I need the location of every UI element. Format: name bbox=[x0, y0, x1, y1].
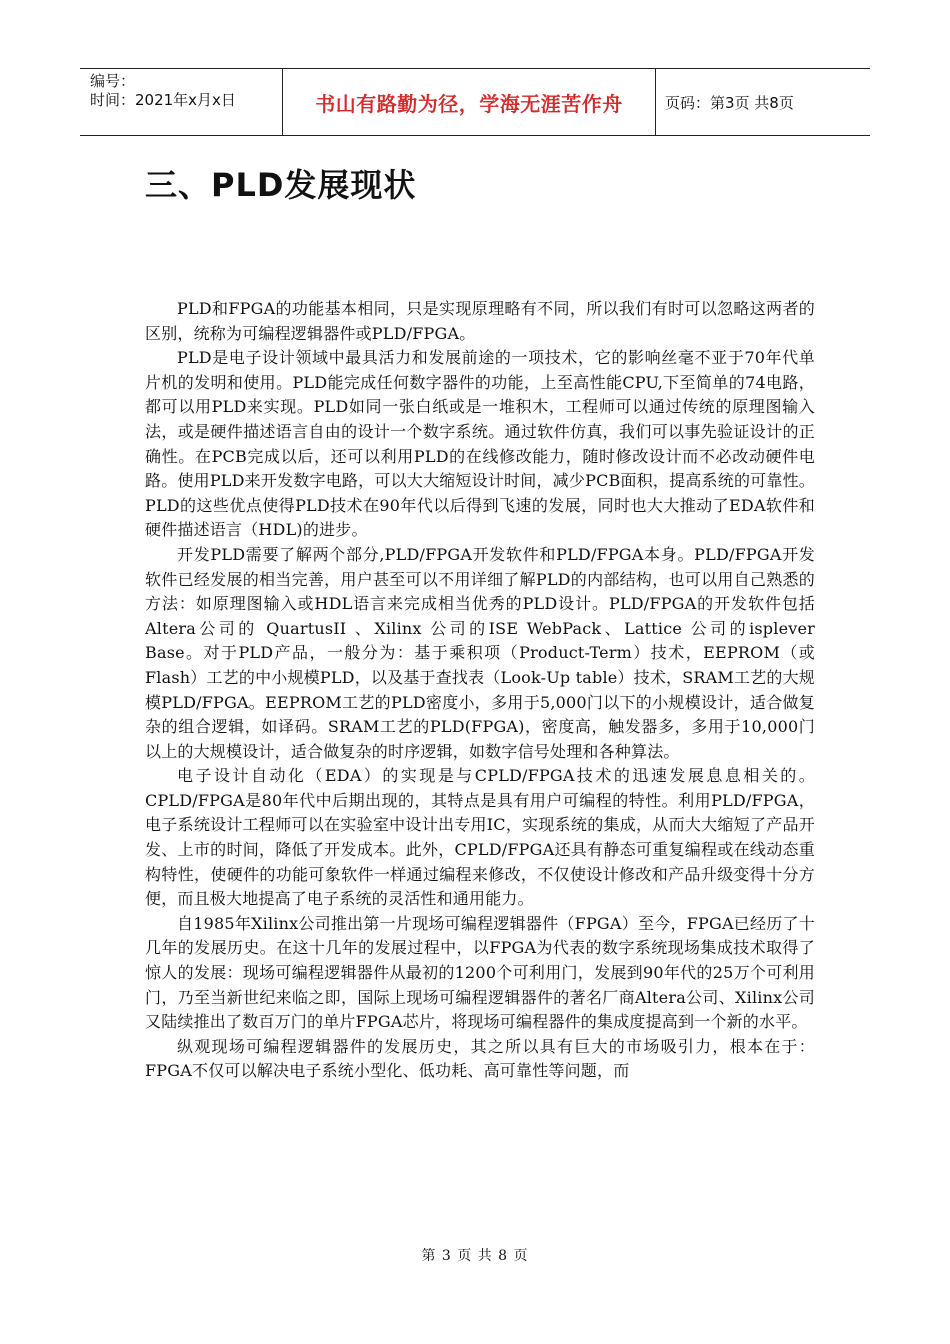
header-motto: 书山有路勤为径，学海无涯苦作舟 bbox=[315, 91, 623, 116]
document-time-label: 时间：2021年x月x日 bbox=[90, 91, 236, 109]
document-number-label: 编号： bbox=[90, 72, 136, 90]
paragraph: 电子设计自动化（EDA）的实现是与CPLD/FPGA技术的迅速发展息息相关的。CPLD/FPGA是80年代中后期出现的，其特点是具有用户可编程的特性。利用PLD/FPGA，电子系统设计工程师可以在实验室中设计出专用IC，实现系统的集成，从而大大缩短了产品开发、上市的时间，降低了开发成本。此外，CPLD/FPGA还具有静态可重复编程或在线动态重构特性，使硬件的功能可象软件一样通过编程来修改，不仅使设计修改和产品升级变得十分方便，而且极大地提高了电子系统的灵活性和通用能力。 bbox=[145, 766, 815, 909]
paragraph: 自1985年Xilinx公司推出第一片现场可编程逻辑器件（FPGA）至今，FPGA已经历了十几年的发展历史。在这十几年的发展过程中，以FPGA为代表的数字系统现场集成技术取得了惊人的发展：现场可编程逻辑器件从最初的1200个可利用门，发展到90年代的25万个可利用门，乃至当新世纪来临之即，国际上现场可编程逻辑器件的著名厂商Altera公司、Xilinx公司又陆续推出了数百万门的单片FPGA芯片，将现场可编程器件的集成度提高到一个新的水平。 bbox=[145, 913, 815, 1032]
paragraph: PLD和FPGA的功能基本相同，只是实现原理略有不同，所以我们有时可以忽略这两者的区别，统称为可编程逻辑器件或PLD/FPGA。 bbox=[145, 299, 815, 343]
document-body bbox=[145, 297, 815, 1084]
header-page-cell bbox=[656, 69, 870, 135]
paragraph: 开发PLD需要了解两个部分,PLD/FPGA开发软件和PLD/FPGA本身。PLD/FPGA开发软件已经发展的相当完善，用户甚至可以不用详细了解PLD的内部结构，也可以用自己熟悉的方法：如原理图输入或HDL语言来完成相当优秀的PLD设计。PLD/FPGA的开发软件包括Altera公司的 QuartusII 、Xilinx 公司的ISE WebPack、Lattice 公司的isplever Base。对于PLD产品，一般分为：基于乘积项（Product-Term）技术，EEPROM（或Flash）工艺的中小规模PLD，以及基于查找表（Look-Up table）技术，SRAM工艺的大规模PLD/FPGA。EEPROM工艺的PLD密度小，多用于5,000门以下的小规模设计，适合做复杂的组合逻辑，如译码。SRAM工艺的PLD(FPGA)，密度高，触发器多，多用于10,000门以上的大规模设计，适合做复杂的时序逻辑，如数字信号处理和各种算法。 bbox=[145, 544, 815, 761]
page-header bbox=[80, 68, 870, 136]
page-footer: 第 3 页 共 8 页 bbox=[421, 1248, 529, 1264]
header-meta-cell bbox=[80, 69, 283, 135]
paragraph: 纵观现场可编程逻辑器件的发展历史，其之所以具有巨大的市场吸引力，根本在于：FPGA不仅可以解决电子系统小型化、低功耗、高可靠性等问题，而 bbox=[145, 1036, 815, 1081]
paragraph: PLD是电子设计领域中最具活力和发展前途的一项技术，它的影响丝毫不亚于70年代单片机的发明和使用。PLD能完成任何数字器件的功能，上至高性能CPU,下至简单的74电路，都可以用PLD来实现。PLD如同一张白纸或是一堆积木，工程师可以通过传统的原理图输入法，或是硬件描述语言自由的设计一个数字系统。通过软件仿真，我们可以事先验证设计的正确性。在PCB完成以后，还可以利用PLD的在线修改能力，随时修改设计而不必改动硬件电路。使用PLD来开发数字电路，可以大大缩短设计时间，减少PCB面积，提高系统的可靠性。 PLD的这些优点使得PLD技术在90年代以后得到飞速的发展，同时也大大推动了EDA软件和硬件描述语言（HDL)的进步。 bbox=[145, 348, 815, 540]
header-motto-cell bbox=[283, 69, 656, 135]
header-page-info: 页码：第3页 共8页 bbox=[665, 93, 794, 112]
section-title: 三、PLD发展现状 bbox=[145, 166, 417, 204]
